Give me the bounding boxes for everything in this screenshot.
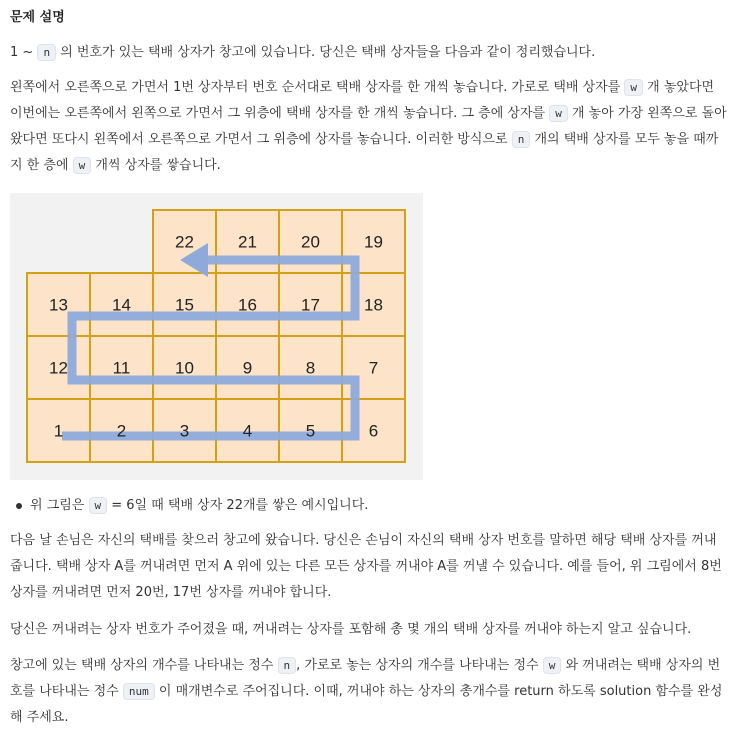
box-number: 13	[49, 295, 68, 315]
box-number: 6	[368, 421, 379, 441]
section-title: 문제 설명	[10, 10, 65, 25]
paragraph-example: 다음 날 손님은 자신의 택배를 찾으러 창고에 왔습니다. 당신은 손님이 자신의 택배 상자 번호를 말하면 해당 택배 상자를 꺼내줍니다. 택배 상자 A를 꺼내려면 먼저 A 위에 있는 다른 모든 상자를 꺼내야 A를 꺼낼 수 있습니다. 예를 들어, 위 그림에서 8번 상자를 꺼내려면 먼저 20번, 17번 상자를 꺼내야 합니다.	[10, 533, 722, 600]
figure-caption-item	[30, 493, 368, 519]
box-number: 12	[49, 358, 68, 378]
text: 개의 택배 상자를 모두 놓을 때까지 한 층에	[10, 132, 719, 173]
box-number: 21	[238, 232, 257, 252]
box-number: 15	[175, 295, 194, 315]
box-number: 22	[175, 232, 194, 252]
text: 창고에 있는 택배 상자의 개수를 나타내는 정수	[10, 658, 278, 673]
code-num: num	[123, 683, 155, 700]
box-number: 8	[305, 358, 316, 378]
text: 개 놓아 가장 왼쪽으로 돌아왔다면 또다시 왼쪽에서 오른쪽으로 가면서 그 위층에 상자를 놓습니다. 이러한 방식으로	[10, 106, 727, 147]
box-number: 3	[179, 421, 190, 441]
box-number: 14	[112, 295, 131, 315]
box-number: 16	[238, 295, 257, 315]
paragraph-intro	[10, 40, 728, 66]
paragraph-goal: 당신은 꺼내려는 상자 번호가 주어졌을 때, 꺼내려는 상자를 포함해 총 몇 개의 택배 상자를 꺼내야 하는지 알고 싶습니다.	[10, 622, 692, 637]
text: 의 번호가 있는 택배 상자가 창고에 있습니다. 당신은 택배 상자들을 다음과 같이 정리했습니다.	[56, 45, 596, 60]
text: 이 매개변수로 주어집니다. 이때, 꺼내야 하는 상자의 총개수를 return 하도록 solution 함수를 완성해 주세요.	[10, 684, 723, 725]
code-w: w	[624, 79, 643, 96]
code-w: w	[89, 497, 108, 514]
code-n: n	[37, 44, 56, 61]
text: 개씩 상자를 쌓습니다.	[91, 158, 221, 173]
box-number: 7	[368, 358, 379, 378]
box-number: 20	[301, 232, 320, 252]
code-w: w	[549, 105, 568, 122]
code-n: n	[278, 657, 297, 674]
text: 와 꺼내려는 택배 상자의 번호를 나타내는 정수	[10, 658, 721, 699]
box-number: 10	[175, 358, 194, 378]
box-number: 1	[53, 421, 64, 441]
box-stack-figure	[10, 193, 423, 480]
text: , 가로로 놓는 상자의 개수를 나타내는 정수	[296, 658, 543, 673]
box-number: 11	[112, 358, 131, 378]
paragraph-rules	[10, 75, 728, 179]
text: 왼쪽에서 오른쪽으로 가면서 1번 상자부터 번호 순서대로 택배 상자를 한 개씩 놓습니다. 가로로 택배 상자를	[10, 80, 625, 95]
text: 개 놓았다면 이번에는 오른쪽에서 왼쪽으로 가면서 그 위층에 택배 상자를 한 개씩 놓습니다. 그 층에 상자를	[10, 80, 715, 121]
box-number: 2	[116, 421, 127, 441]
box-number: 19	[364, 232, 383, 252]
box-number: 18	[364, 295, 383, 315]
box-number: 9	[242, 358, 253, 378]
code-w: w	[543, 657, 562, 674]
text: 1 ~	[10, 45, 38, 60]
text: = 6일 때 택배 상자 22개를 쌓은 예시입니다.	[107, 498, 369, 513]
bullet-dot	[16, 503, 22, 509]
box-grid-diagram	[10, 193, 423, 480]
text: 위 그림은	[30, 498, 89, 513]
box-number: 4	[242, 421, 253, 441]
code-n: n	[512, 131, 531, 148]
code-w: w	[73, 157, 92, 174]
box-number: 5	[305, 421, 316, 441]
box-number: 17	[301, 295, 320, 315]
paragraph-parameters	[10, 653, 728, 731]
